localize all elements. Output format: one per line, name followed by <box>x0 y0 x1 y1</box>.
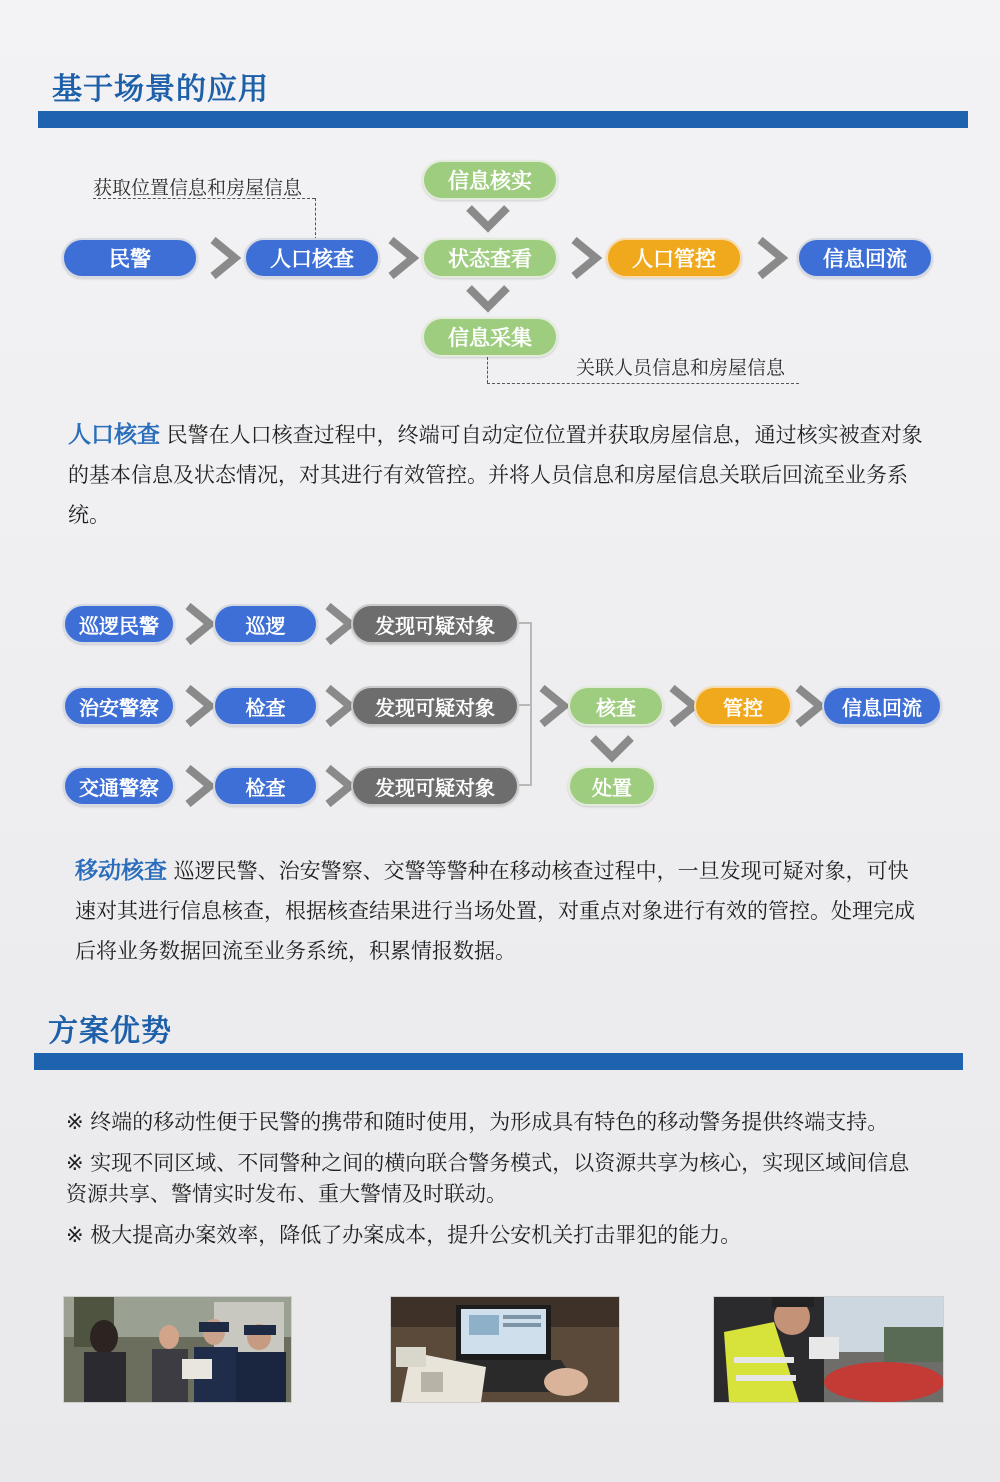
connector-line <box>530 622 532 786</box>
node-find-suspect: 发现可疑对象 <box>351 686 519 726</box>
annotation-leader-line <box>487 383 799 384</box>
chevron-right-icon <box>566 236 606 280</box>
description-population-check <box>68 415 936 535</box>
chevron-down-icon <box>465 283 511 313</box>
description-lead: 人口核查 <box>68 422 160 448</box>
node-patrol-police: 巡逻民警 <box>63 604 175 644</box>
annotation-leader-line <box>487 357 488 383</box>
node-inspect: 检查 <box>213 686 318 726</box>
annotation-location-housing: 获取位置信息和房屋信息 <box>93 177 303 199</box>
node-find-suspect: 发现可疑对象 <box>351 766 519 806</box>
description-text: 巡逻民警、治安警察、交警等警种在移动核查过程中，一旦发现可疑对象，可快速对其进行信息核查，根据核查结果进行当场处置，对重点对象进行有效的管控。处理完成后将业务数据回流至业务系统，积累情报数据。 <box>75 859 915 963</box>
node-info-return: 信息回流 <box>822 686 942 726</box>
section-title-advantages: 方案优势 <box>48 1014 172 1049</box>
description-mobile-check <box>75 851 925 971</box>
node-dispose: 处置 <box>568 766 656 806</box>
description-lead: 移动核查 <box>75 858 167 884</box>
annotation-leader-line <box>315 198 316 240</box>
photo-laptop-id-card <box>390 1296 620 1403</box>
advantage-item: ※ 实现不同区域、不同警种之间的横向联合警务模式，以资源共享为核心，实现区域间信息资源共享、警情实时发布、重大警情及时联动。 <box>66 1151 910 1206</box>
advantage-item: ※ 终端的移动性便于民警的携带和随时使用，为形成具有特色的移动警务提供终端支持。 <box>66 1110 889 1134</box>
chevron-right-icon <box>205 236 245 280</box>
section-rule <box>34 1053 963 1070</box>
node-population-check: 人口核查 <box>244 238 380 278</box>
node-inspect: 检查 <box>213 766 318 806</box>
advantage-item: ※ 极大提高办案效率，降低了办案成本，提升公安机关打击罪犯的能力。 <box>66 1223 742 1247</box>
photo-traffic-police <box>713 1296 944 1403</box>
node-verify: 核查 <box>568 686 664 726</box>
node-population-control: 人口管控 <box>606 238 742 278</box>
description-text: 民警在人口核查过程中，终端可自动定位位置并获取房屋信息，通过核实被查对象的基本信息及状态情况，对其进行有效管控。并将人员信息和房屋信息关联后回流至业务系统。 <box>68 423 923 527</box>
chevron-down-icon <box>589 733 635 763</box>
photo-police-street-check <box>63 1296 292 1403</box>
node-police: 民警 <box>62 238 198 278</box>
annotation-link-person-housing: 关联人员信息和房屋信息 <box>576 357 786 379</box>
node-info-return: 信息回流 <box>797 238 933 278</box>
section-title-scenarios: 基于场景的应用 <box>52 72 269 107</box>
chevron-right-icon <box>752 236 792 280</box>
node-public-security-police: 治安警察 <box>63 686 175 726</box>
node-status-view: 状态查看 <box>422 238 558 278</box>
chevron-right-icon <box>383 236 423 280</box>
node-control: 管控 <box>694 686 792 726</box>
section-rule <box>38 111 968 128</box>
node-info-collect: 信息采集 <box>422 317 558 357</box>
chevron-down-icon <box>465 203 511 233</box>
node-patrol: 巡逻 <box>213 604 318 644</box>
annotation-leader-line <box>93 198 315 199</box>
node-traffic-police: 交通警察 <box>63 766 175 806</box>
node-find-suspect: 发现可疑对象 <box>351 604 519 644</box>
node-info-verify: 信息核实 <box>422 160 558 200</box>
